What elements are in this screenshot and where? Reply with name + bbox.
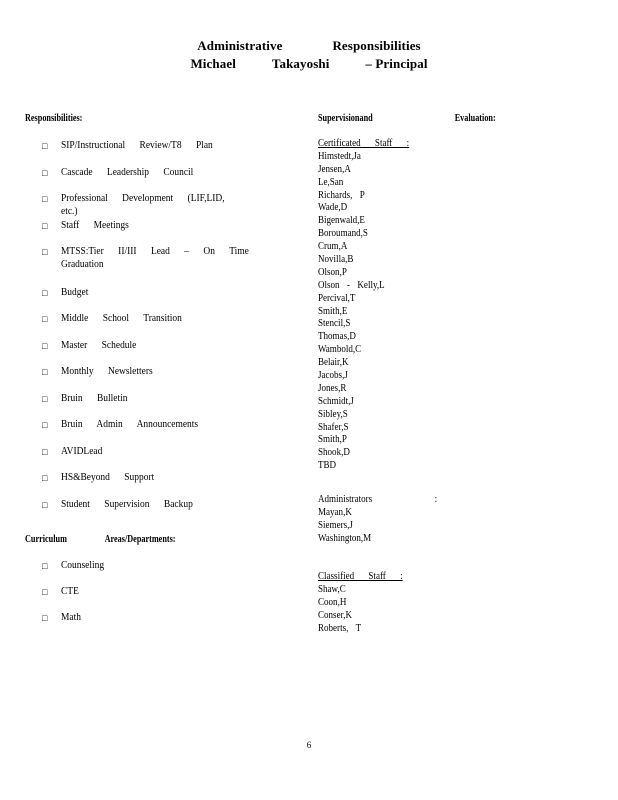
responsibility-item-text: Bruin Admin Announcements bbox=[61, 418, 199, 430]
administrator-name: Mayan,K bbox=[318, 506, 352, 518]
certificated-staff-name: Jones,R bbox=[318, 382, 347, 394]
certificated-staff-name: Himstedt,Ja bbox=[318, 150, 361, 162]
curriculum-heading-a: Curriculum bbox=[25, 534, 67, 545]
checkbox-bullet-icon: □ bbox=[42, 141, 48, 151]
certificated-staff-name: Smith,E bbox=[318, 305, 348, 317]
administrator-name: Siemers,J bbox=[318, 519, 353, 531]
responsibility-item-text: Middle School Transition bbox=[61, 312, 182, 324]
classified-staff-name: Coon,H bbox=[318, 596, 347, 608]
certificated-staff-name: Thomas,D bbox=[318, 331, 356, 343]
certificated-staff-block bbox=[318, 138, 409, 473]
certificated-staff-name: Jacobs,J bbox=[318, 370, 348, 382]
responsibility-item-text: SIP/Instructional Review/T8 Plan bbox=[61, 139, 213, 151]
checkbox-bullet-icon: □ bbox=[42, 446, 48, 457]
certificated-staff-name: Bigenwald,E bbox=[318, 215, 365, 227]
checkbox-bullet-icon: □ bbox=[42, 587, 48, 597]
curriculum-heading-b: Areas/Departments: bbox=[104, 534, 176, 545]
checkbox-bullet-icon: □ bbox=[42, 613, 48, 623]
curriculum-item-text: Math bbox=[61, 611, 81, 623]
checkbox-bullet-icon: □ bbox=[42, 287, 48, 298]
certificated-staff-name: Sibley,S bbox=[318, 408, 348, 420]
curriculum-item-text: CTE bbox=[61, 585, 79, 597]
title-word-responsibilities: Responsibilities bbox=[332, 38, 421, 53]
certificated-staff-name: Olson - Kelly,L bbox=[318, 279, 385, 291]
responsibility-item-text: AVIDLead bbox=[61, 444, 103, 457]
certificated-staff-name: Smith,P bbox=[318, 434, 347, 446]
supervision-heading-b: Evaluation: bbox=[454, 113, 496, 124]
checkbox-bullet-icon: □ bbox=[42, 367, 48, 377]
checkbox-bullet-icon: □ bbox=[42, 247, 48, 257]
checkbox-bullet-icon: □ bbox=[42, 499, 48, 510]
certificated-staff-name: Richards, P bbox=[318, 189, 365, 201]
administrators-block bbox=[318, 494, 437, 546]
checkbox-bullet-icon: □ bbox=[42, 393, 48, 404]
classified-staff-list bbox=[318, 584, 403, 636]
supervision-heading-a: Supervisionand bbox=[318, 113, 373, 124]
title-line-1 bbox=[0, 38, 618, 54]
administrator-name: Washington,M bbox=[318, 532, 372, 544]
certificated-staff-name: Shafer,S bbox=[318, 421, 349, 433]
responsibility-item-text: Staff Meetings bbox=[61, 218, 129, 231]
title-first-name: Michael bbox=[190, 56, 236, 71]
certificated-staff-name: Schmidt,J bbox=[318, 395, 354, 407]
responsibility-item-text: Student Supervision Backup bbox=[61, 497, 193, 510]
certificated-staff-name: Olson,P bbox=[318, 266, 347, 278]
classified-staff-name: Shaw,C bbox=[318, 583, 346, 595]
checkbox-bullet-icon: □ bbox=[42, 473, 48, 483]
responsibility-item-text: Cascade Leadership Council bbox=[61, 165, 194, 178]
certificated-staff-name: Percival,T bbox=[318, 292, 356, 304]
certificated-staff-name: Jensen,A bbox=[318, 163, 351, 175]
curriculum-item-text: Counseling bbox=[61, 559, 105, 571]
responsibility-item-text: Bruin Bulletin bbox=[61, 391, 128, 404]
checkbox-bullet-icon: □ bbox=[42, 340, 48, 351]
responsibility-item-text: Budget bbox=[61, 285, 89, 298]
certificated-staff-name: Novilla,B bbox=[318, 254, 354, 266]
title-line-2 bbox=[0, 56, 618, 72]
responsibility-item-text: Monthly Newsletters bbox=[61, 365, 153, 377]
certificated-staff-label: Certificated Staff : bbox=[318, 138, 410, 149]
title-role: – Principal bbox=[365, 56, 428, 71]
certificated-staff-list bbox=[318, 151, 409, 473]
responsibility-item-text: Master Schedule bbox=[61, 338, 137, 351]
administrators-label: Administrators : bbox=[318, 494, 438, 505]
checkbox-bullet-icon: □ bbox=[42, 561, 48, 571]
certificated-staff-name: TBD bbox=[318, 460, 337, 472]
title-last-name: Takayoshi bbox=[271, 56, 330, 71]
certificated-staff-name: Crum,A bbox=[318, 241, 348, 253]
responsibilities-heading: Responsibilities: bbox=[25, 113, 83, 124]
supervision-heading bbox=[318, 113, 496, 124]
responsibility-item-text: HS&Beyond Support bbox=[61, 471, 155, 483]
checkbox-bullet-icon: □ bbox=[42, 314, 48, 324]
page-number: 6 bbox=[306, 740, 312, 750]
classified-staff-name: Conser,K bbox=[318, 609, 353, 621]
responsibility-item-text: MTSS:Tier II/III Lead – On Time Graduation bbox=[61, 245, 249, 270]
title-word-administrative: Administrative bbox=[197, 38, 283, 53]
classified-staff-label: Classified Staff : bbox=[318, 571, 403, 582]
curriculum-heading bbox=[25, 534, 176, 545]
checkbox-bullet-icon: □ bbox=[42, 194, 48, 204]
checkbox-bullet-icon: □ bbox=[42, 220, 48, 231]
certificated-staff-name: Wambold,C bbox=[318, 344, 362, 356]
checkbox-bullet-icon: □ bbox=[42, 167, 48, 178]
classified-staff-name: Roberts, T bbox=[318, 622, 362, 634]
certificated-staff-name: Belair,K bbox=[318, 357, 349, 369]
certificated-staff-name: Stencil,S bbox=[318, 318, 351, 330]
administrators-list bbox=[318, 507, 437, 546]
checkbox-bullet-icon: □ bbox=[42, 420, 48, 430]
certificated-staff-name: Wade,D bbox=[318, 202, 348, 214]
certificated-staff-name: Le,San bbox=[318, 176, 344, 188]
certificated-staff-name: Shook,D bbox=[318, 447, 350, 459]
certificated-staff-name: Boroumand,S bbox=[318, 228, 368, 240]
responsibility-item-text: Professional Development (LIF,LID, etc.) bbox=[61, 192, 225, 217]
classified-staff-block bbox=[318, 571, 403, 635]
